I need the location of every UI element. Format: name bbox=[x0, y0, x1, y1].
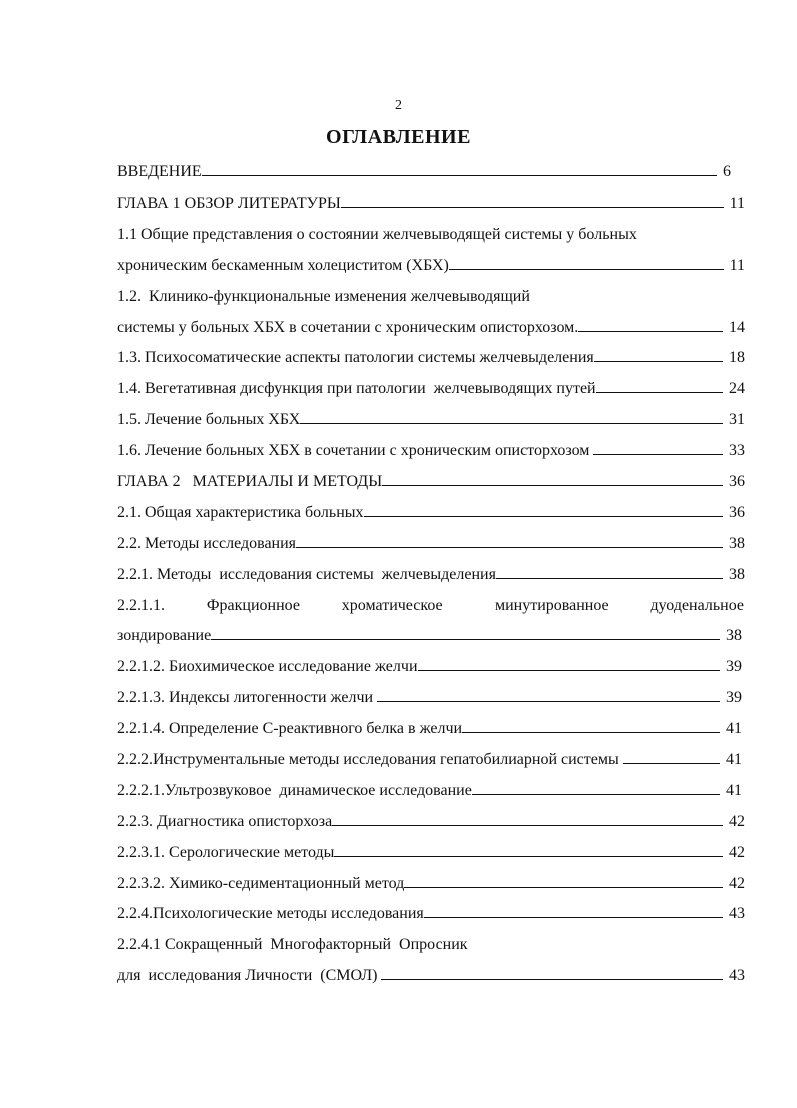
toc-entry: 2.2.1.1. Фракционное хроматическое минутированное дуоденальное bbox=[117, 597, 744, 614]
toc-entry: 2.2.1.3. Индексы литогенности желчи 39 bbox=[117, 689, 742, 706]
toc-entry: 2.2.1.4. Определение С-реактивного белка в желчи 41 bbox=[117, 720, 742, 737]
toc-entry: ВВЕДЕНИЕ 6 bbox=[117, 163, 731, 180]
toc-entry: 2.2.2.Инструментальные методы исследования гепатобилиарной системы 41 bbox=[117, 751, 742, 768]
toc-entry: 1.5. Лечение больных ХБХ 31 bbox=[117, 411, 745, 428]
toc-entry: 1.3. Психосоматические аспекты патологии системы желчевыделения 18 bbox=[117, 349, 745, 366]
toc-entry: 1.6. Лечение больных ХБХ в сочетании с хроническим описторхозом 33 bbox=[117, 442, 745, 459]
toc-entry: 2.2.4.Психологические методы исследования 43 bbox=[117, 905, 745, 922]
page-number: 2 bbox=[395, 98, 402, 113]
toc-entry: 2.2.1. Методы исследования системы желчевыделения 38 bbox=[117, 566, 745, 583]
toc-entry: 2.1. Общая характеристика больных 36 bbox=[117, 504, 745, 521]
toc-entry: 1.4. Вегетативная дисфункция при патологии желчевыводящих путей 24 bbox=[117, 380, 745, 397]
toc-entry: 2.2.1.2. Биохимическое исследование желчи 39 bbox=[117, 658, 742, 675]
toc-entry: системы у больных ХБХ в сочетании с хроническим описторхозом. 14 bbox=[117, 319, 745, 336]
toc-entry: 1.1 Общие представления о состоянии желчевыводящей системы у больных bbox=[117, 226, 637, 243]
toc-entry: 2.2. Методы исследования 38 bbox=[117, 535, 745, 552]
toc-entry: 2.2.3. Диагностика описторхоза 42 bbox=[117, 813, 745, 830]
toc-entry: для исследования Личности (СМОЛ) 43 bbox=[117, 967, 745, 984]
page-title: ОГЛАВЛЕНИЕ bbox=[326, 126, 471, 148]
toc-entry: ГЛАВА 1 ОБЗОР ЛИТЕРАТУРЫ 11 bbox=[117, 195, 745, 212]
toc-entry: 2.2.2.1.Ультрозвуковое динамическое исследование 41 bbox=[117, 782, 742, 799]
toc-entry: 2.2.3.1. Серологические методы 42 bbox=[117, 844, 745, 861]
toc-entry: зондирование 38 bbox=[117, 627, 742, 644]
toc-entry: ГЛАВА 2 МАТЕРИАЛЫ И МЕТОДЫ 36 bbox=[117, 473, 745, 490]
toc-entry: 1.2. Клинико-функциональные изменения желчевыводящий bbox=[117, 288, 530, 305]
toc-entry: 2.2.3.2. Химико-седиментационный метод 42 bbox=[117, 875, 745, 892]
toc-entry: хроническим бескаменным холециститом (ХБХ) 11 bbox=[117, 257, 745, 274]
toc-entry: 2.2.4.1 Сокращенный Многофакторный Опросник bbox=[117, 936, 468, 953]
